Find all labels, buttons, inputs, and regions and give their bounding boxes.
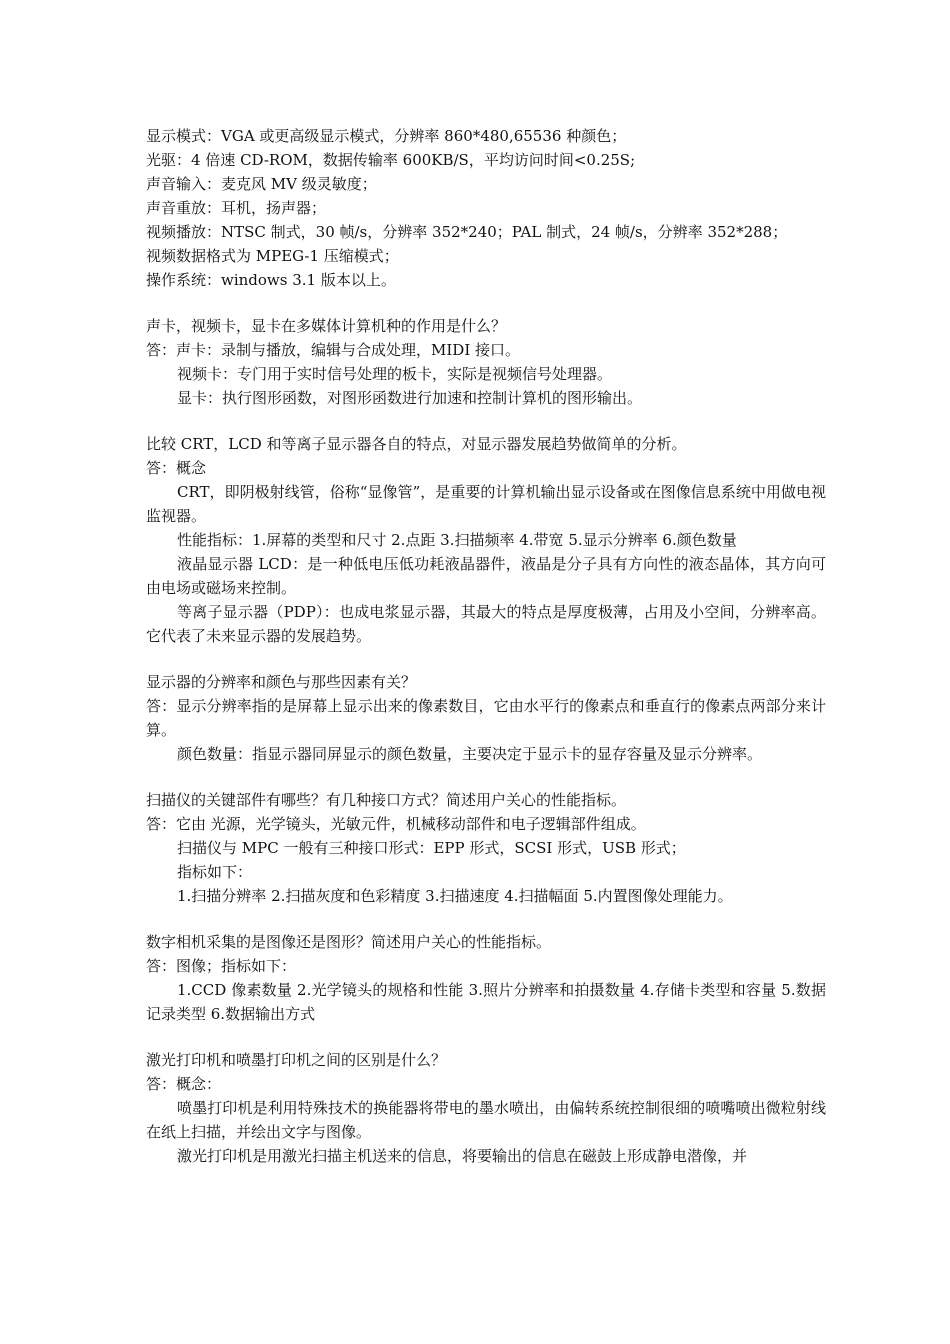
question-sound-video-display-cards: 声卡，视频卡，显卡在多媒体计算机种的作用是什么？ [146,317,507,335]
spec-line-os: 操作系统：windows 3.1 版本以上。 [146,271,396,289]
answer-scanner-interfaces: 扫描仪与 MPC 一般有三种接口形式：EPP 形式，SCSI 形式，USB 形式； [177,839,686,857]
answer-scanner-metrics: 1.扫描分辨率 2.扫描灰度和色彩精度 3.扫描速度 4.扫描幅面 5.内置图像处理能力。 [177,887,733,905]
answer-display-metrics: 性能指标：1.屏幕的类型和尺寸 2.点距 3.扫描频率 4.带宽 5.显示分辨率 6.颜色数量 [177,531,737,549]
paragraph-gap [146,410,826,432]
question-resolution-color: 显示器的分辨率和颜色与那些因素有关？ [146,673,417,691]
document-body [146,124,826,1168]
paragraph-gap [146,648,826,670]
question-digital-camera: 数字相机采集的是图像还是图形？简述用户关心的性能指标。 [146,933,552,951]
question-laser-vs-inkjet: 激光打印机和喷墨打印机之间的区别是什么？ [146,1051,447,1069]
answer-pdp-paragraph: 等离子显示器（PDP）：也成电浆显示器，其最大的特点是厚度极薄，占用及小空间，分辨率高。它代表了未来显示器的发展趋势。 [146,603,826,645]
answer-laser-paragraph: 激光打印机是用激光扫描主机送来的信息，将要输出的信息在磁鼓上形成静电潜像，并 [177,1147,748,1165]
paragraph-gap [146,292,826,314]
spec-line-video-format: 视频数据格式为 MPEG-1 压缩模式； [146,247,399,265]
question-scanner: 扫描仪的关键部件有哪些？有几种接口方式？简述用户关心的性能指标。 [146,791,627,809]
spec-line-cdrom: 光驱：4 倍速 CD-ROM，数据传输率 600KB/S，平均访问时间<0.25S; [146,151,636,169]
answer-printer-concept-label: 答：概念： [146,1075,222,1093]
answer-video-card: 视频卡：专门用于实时信号处理的板卡，实际是视频信号处理器。 [177,365,613,383]
answer-display-card: 显卡：执行图形函数，对图形函数进行加速和控制计算机的图形输出。 [177,389,643,407]
paragraph-gap [146,1026,826,1048]
answer-sound-card: 答：声卡：录制与播放，编辑与合成处理，MIDI 接口。 [146,341,521,359]
answer-color-count: 颜色数量：指显示器同屏显示的颜色数量，主要决定于显示卡的显存容量及显示分辨率。 [177,745,763,763]
spec-line-video-playback: 视频播放：NTSC 制式，30 帧/s，分辨率 352*240；PAL 制式，24 帧/s，分辨率 352*288； [146,223,788,241]
answer-camera-metrics: 1.CCD 像素数量 2.光学镜头的规格和性能 3.照片分辨率和拍摄数量 4.存储卡类型和容量 5.数据记录类型 6.数据输出方式 [146,981,826,1023]
spec-line-audio-output: 声音重放：耳机，扬声器； [146,199,327,217]
paragraph-gap [146,908,826,930]
answer-scanner-components: 答：它由 光源，光学镜头，光敏元件，机械移动部件和电子逻辑部件组成。 [146,815,646,833]
paragraph-gap [146,766,826,788]
answer-concept-label: 答：概念 [146,459,207,477]
spec-line-display-mode: 显示模式：VGA 或更高级显示模式，分辨率 860*480,65536 种颜色； [146,127,627,145]
answer-lcd-paragraph: 液晶显示器 LCD：是一种低电压低功耗液晶器件，液晶是分子具有方向性的液态晶体，其方向可由电场或磁场来控制。 [146,555,826,597]
answer-resolution-paragraph: 答：显示分辨率指的是屏幕上显示出来的像素数目，它由水平行的像素点和垂直行的像素点两部分来计算。 [146,697,826,739]
question-crt-lcd-plasma: 比较 CRT，LCD 和等离子显示器各自的特点，对显示器发展趋势做简单的分析。 [146,435,687,453]
spec-line-audio-input: 声音输入：麦克风 MV 级灵敏度； [146,175,377,193]
answer-camera-image: 答：图像；指标如下： [146,957,297,975]
answer-scanner-metrics-label: 指标如下： [177,863,253,881]
answer-inkjet-paragraph: 喷墨打印机是利用特殊技术的换能器将带电的墨水喷出，由偏转系统控制很细的喷嘴喷出微粒射线在纸上扫描，并绘出文字与图像。 [146,1099,826,1141]
answer-crt-paragraph: CRT，即阴极射线管，俗称“显像管”，是重要的计算机输出显示设备或在图像信息系统中用做电视监视器。 [146,483,826,525]
